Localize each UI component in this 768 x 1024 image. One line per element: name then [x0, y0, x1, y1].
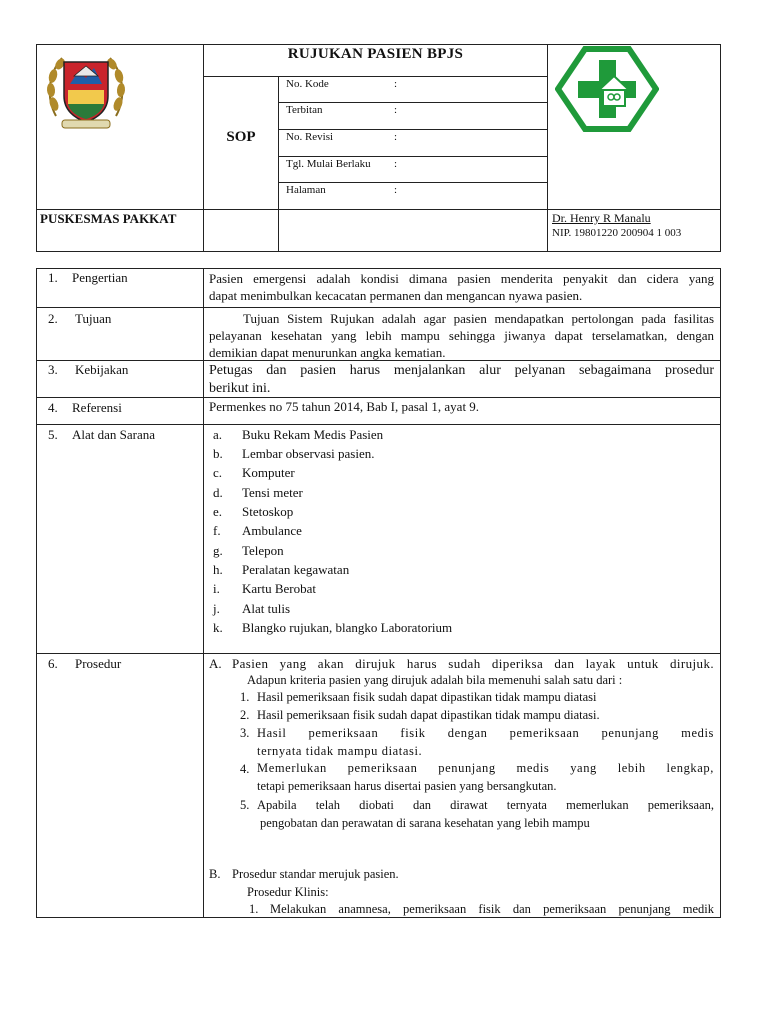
list-item: Telepon	[242, 543, 284, 558]
list-item: Buku Rekam Medis Pasien	[242, 427, 384, 442]
list-marker: e.	[213, 504, 223, 519]
list-marker: 5.	[240, 798, 250, 812]
list-item: Alat tulis	[242, 601, 291, 616]
row-label: Tujuan	[75, 311, 112, 326]
list-marker: c.	[213, 465, 223, 480]
meta-sep-revisi: :	[394, 131, 398, 143]
row-label: Alat dan Sarana	[72, 427, 156, 442]
row-number: 3.	[48, 362, 58, 377]
meta-sep-terbitan: :	[394, 104, 398, 116]
section-b-title: Prosedur standar merujuk pasien.	[232, 867, 399, 881]
meta-sep-tgl: :	[394, 158, 398, 170]
list-item: Hasil pemeriksaan fisik sudah dapat dipastikan tidak mampu diatasi.	[257, 708, 600, 722]
list-item: Komputer	[242, 465, 295, 480]
document-title: RUJUKAN PASIEN BPJS	[287, 46, 464, 62]
list-item: Hasil pemeriksaan fisik dengan pemeriksaan penunjang medis	[257, 726, 714, 740]
section-a-line: Adapun kriteria pasien yang dirujuk adalah bila memenuhi salah satu dari :	[247, 673, 623, 687]
list-item: Tensi meter	[242, 485, 303, 500]
row-label: Prosedur	[75, 656, 122, 671]
list-item-continued: ternyata tidak mampu diatasi.	[257, 744, 423, 758]
list-marker: 1.	[240, 690, 250, 704]
meta-sep-kode: :	[394, 78, 398, 90]
section-b-marker: B.	[209, 867, 221, 881]
row-text-line: Tujuan Sistem Rujukan adalah agar pasien mendapatkan pertolongan pada fasilitas	[243, 311, 714, 326]
list-marker: 4.	[240, 762, 250, 776]
meta-label-halaman: Halaman	[286, 184, 326, 196]
list-item: Lembar observasi pasien.	[242, 446, 375, 461]
list-item: Hasil pemeriksaan fisik sudah dapat dipastikan tidak mampu diatasi	[257, 690, 597, 704]
list-marker: a.	[213, 427, 223, 442]
row-number: 5.	[48, 427, 58, 442]
row-text-line: Permenkes no 75 tahun 2014, Bab I, pasal 1, ayat 9.	[209, 399, 480, 414]
list-marker: h.	[213, 562, 223, 577]
row-label: Pengertian	[72, 270, 128, 285]
list-item: Memerlukan pemeriksaan penunjang medis yang lebih lengkap,	[257, 761, 714, 775]
meta-sep-halaman: :	[394, 184, 398, 196]
puskesmas-logo	[555, 46, 659, 132]
row-text-line: Pasien emergensi adalah kondisi dimana pasien menderita penyakit dan cidera yang	[209, 271, 714, 286]
list-item: Ambulance	[242, 523, 302, 538]
list-marker: 1.	[249, 902, 259, 916]
list-marker: 3.	[240, 726, 250, 740]
meta-label-kode: No. Kode	[286, 78, 329, 90]
list-marker: i.	[213, 581, 220, 596]
list-marker: 2.	[240, 708, 250, 722]
row-number: 6.	[48, 656, 58, 671]
list-marker: g.	[213, 543, 223, 558]
row-text-line: pelayanan kesehatan yang lebih mampu sehingga jiwanya dapat terselamatkan, dengan	[209, 328, 714, 343]
row-number: 2.	[48, 311, 58, 326]
meta-label-terbitan: Terbitan	[286, 104, 323, 116]
list-marker: k.	[213, 620, 223, 635]
signer-name: Dr. Henry R Manalu	[552, 211, 651, 225]
section-b-subtitle: Prosedur Klinis:	[247, 885, 329, 899]
list-marker: f.	[213, 523, 221, 538]
list-item: Kartu Berobat	[242, 581, 317, 596]
list-item-continued: pengobatan dan perawatan di sarana kesehatan yang lebih mampu	[260, 816, 590, 830]
row-label: Kebijakan	[75, 362, 129, 377]
row-number: 4.	[48, 400, 58, 415]
meta-label-revisi: No. Revisi	[286, 131, 334, 143]
sop-label: SOP	[226, 129, 256, 145]
list-item-continued: tetapi pemeriksaan harus disertai pasien yang bersangkutan.	[257, 779, 557, 793]
list-item: Apabila telah diobati dan dirawat ternyata memerlukan pemeriksaan,	[257, 798, 714, 812]
list-item: Blangko rujukan, blangko Laboratorium	[242, 620, 453, 635]
row-text-line: demikian dapat menurunkan angka kematian.	[209, 345, 446, 360]
list-marker: b.	[213, 446, 223, 461]
section-a-marker: A.	[209, 656, 222, 671]
row-text-line: berikut ini.	[209, 381, 271, 396]
section-a-line: Pasien yang akan dirujuk harus sudah diperiksa dan layak untuk dirujuk.	[232, 656, 714, 671]
list-marker: j.	[213, 601, 220, 616]
list-item: Stetoskop	[242, 504, 294, 519]
row-text-line: dapat menimbulkan kecacatan permanen dan mengancan nyawa pasien.	[209, 288, 583, 303]
meta-label-tgl: Tgl. Mulai Berlaku	[286, 158, 371, 170]
row-number: 1.	[48, 270, 58, 285]
puskesmas-name: PUSKESMAS PAKKAT	[40, 211, 177, 226]
list-item: Peralatan kegawatan	[242, 562, 350, 577]
signer-nip: NIP. 19801220 200904 1 003	[552, 227, 682, 239]
list-item: Melakukan anamnesa, pemeriksaan fisik dan pemeriksaan penunjang medik	[270, 902, 714, 916]
list-marker: d.	[213, 485, 223, 500]
row-label: Referensi	[72, 400, 122, 415]
row-text-line: Petugas dan pasien harus menjalankan alur pelyanan sebagaimana prosedur	[209, 363, 714, 378]
regency-emblem-logo	[42, 46, 130, 134]
